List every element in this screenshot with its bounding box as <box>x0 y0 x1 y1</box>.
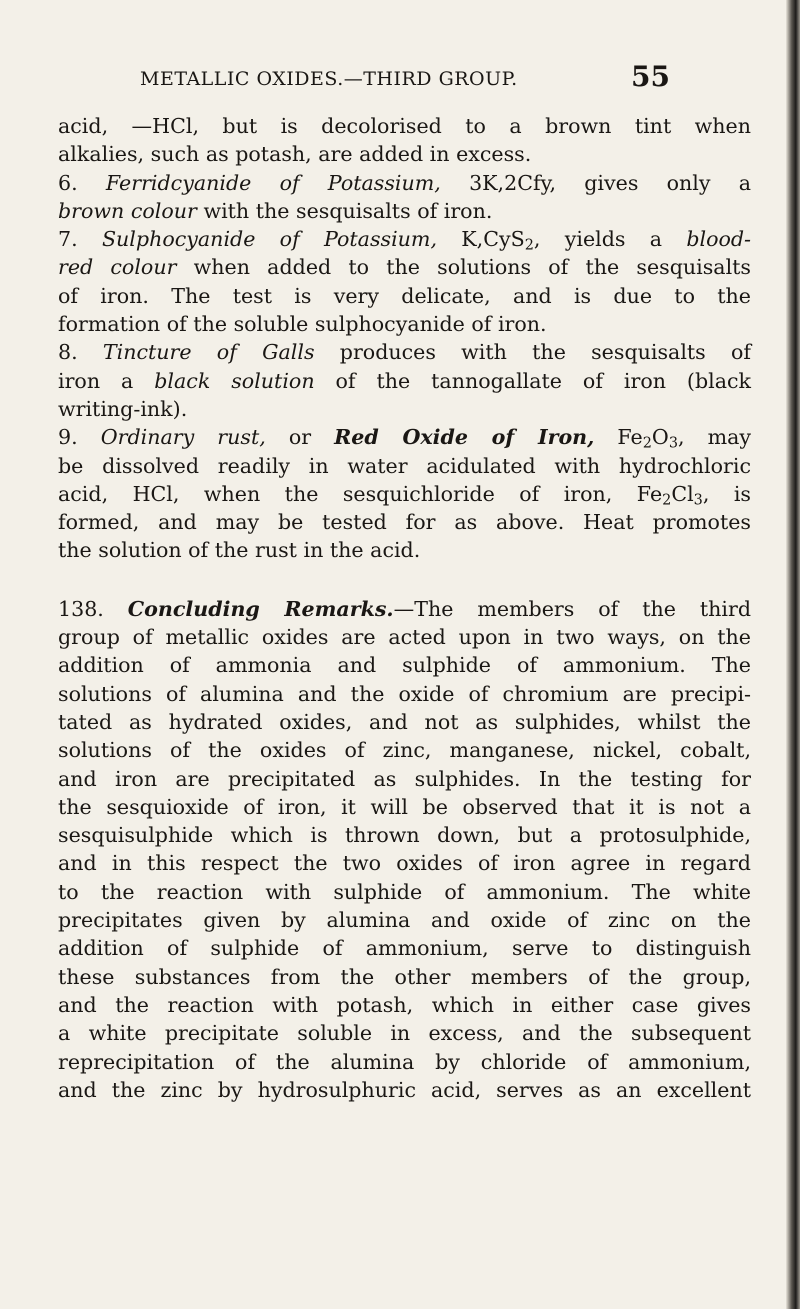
text-line: and the zinc by hydrosulphuric acid, serves as an excellent <box>58 1077 751 1102</box>
text-line: and in this respect the two oxides of iron agree in regard <box>58 851 751 876</box>
text-line <box>58 253 751 281</box>
text-line: group of metallic oxides are acted upon in two ways, on the <box>58 625 751 650</box>
text-line: formed, and may be tested for as above. Heat promotes <box>58 510 751 535</box>
text-line: formation of the soluble sulphocyanide of iron. <box>58 312 547 337</box>
reaction-result: blood- <box>686 227 752 252</box>
text-line: and iron are precipitated as sulphides. In the testing for <box>58 766 751 791</box>
text-line <box>58 338 751 366</box>
text-fragment: with the sesquisalts of iron. <box>203 198 493 223</box>
text-fragment: iron a <box>58 368 134 393</box>
reagent-name: Ferridcyanide of Potassium, <box>105 170 441 195</box>
item-number: 6. <box>58 170 78 195</box>
formula-part: K,CyS <box>461 227 525 252</box>
reagent-name: Red Oxide of Iron, <box>334 425 595 450</box>
text-line: solutions of alumina and the oxide of chromium are precipi- <box>58 681 751 706</box>
subscript: 2 <box>642 435 652 452</box>
text-line: acid, —HCl, but is decolorised to a brown tint when <box>58 114 751 138</box>
text-fragment: of the tannogallate of iron (black <box>335 368 752 393</box>
text-fragment: produces with the sesquisalts of <box>339 340 752 365</box>
text-fragment: 3K,2Cfy, gives only a <box>469 170 751 195</box>
text-line: of iron. The test is very delicate, and is due to the <box>58 283 751 308</box>
reaction-result: red colour <box>58 255 177 280</box>
item-number: 9. <box>58 425 78 450</box>
text-line <box>58 423 751 451</box>
formula-part: O <box>651 425 669 450</box>
text-line: precipitates given by alumina and oxide of zinc on the <box>58 908 751 933</box>
formula-part: , may <box>677 425 752 450</box>
text-line: writing-ink). <box>58 396 188 421</box>
text-line <box>58 169 751 197</box>
reagent-name: Sulphocyanide of Potassium, <box>101 227 438 252</box>
text-fragment: when added to the solutions of the sesquisalts <box>193 255 752 280</box>
reagent-name-bold <box>334 425 594 449</box>
formula-part: , yields a <box>533 227 663 252</box>
formula <box>461 227 663 254</box>
text-fragment: —The members of the third <box>393 596 752 621</box>
text-line <box>58 595 751 623</box>
text-line: sesquisulphide which is thrown down, but a protosulphide, <box>58 823 751 848</box>
formula-part: Cl <box>671 481 694 506</box>
running-head: METALLIC OXIDES.—THIRD GROUP. <box>140 68 518 90</box>
formula-part: , is <box>702 481 751 506</box>
text-line: reprecipitation of the alumina by chloride of ammonium, <box>58 1049 751 1074</box>
body-text <box>58 112 751 1104</box>
formula <box>617 425 752 452</box>
subscript: 3 <box>693 492 703 509</box>
reaction-result: brown colour <box>58 198 197 223</box>
text-line: and the reaction with potash, which in either case gives <box>58 992 751 1017</box>
page-header <box>140 60 670 100</box>
text-line <box>58 367 751 395</box>
subscript: 3 <box>668 435 678 452</box>
item-number: 7. <box>58 227 78 252</box>
page-binding-edge <box>786 0 800 1309</box>
text-fragment: or <box>288 425 312 450</box>
text-line: the solution of the rust in the acid. <box>58 538 421 563</box>
text-fragment: acid, HCl, when the sesquichloride of iron, Fe <box>58 481 663 506</box>
item-number: 8. <box>58 340 78 365</box>
reagent-name: Tincture of Galls <box>102 340 315 365</box>
subscript: 2 <box>524 237 534 254</box>
section-heading: Concluding Remarks. <box>127 596 394 621</box>
section-heading-bold <box>128 597 394 621</box>
reagent-name: Ordinary rust, <box>100 425 266 450</box>
text-line <box>58 197 751 225</box>
text-line <box>58 480 751 508</box>
section-number: 138. <box>58 596 104 621</box>
subscript: 2 <box>662 492 672 509</box>
formula-part: Fe <box>617 425 643 450</box>
reaction-result: black solution <box>154 368 315 393</box>
text-line: solutions of the oxides of zinc, manganese, nickel, cobalt, <box>58 738 751 763</box>
text-line: be dissolved readily in water acidulated with hydrochloric <box>58 453 751 478</box>
text-line: addition of ammonia and sulphide of ammonium. The <box>58 653 751 678</box>
page-number: 55 <box>631 60 670 93</box>
paragraph-gap <box>58 565 751 595</box>
text-line: tated as hydrated oxides, and not as sulphides, whilst the <box>58 709 751 734</box>
text-line: the sesquioxide of iron, it will be observed that it is not a <box>58 794 751 819</box>
text-line: addition of sulphide of ammonium, serve to distinguish <box>58 936 751 961</box>
text-line: alkalies, such as potash, are added in excess. <box>58 142 532 167</box>
text-line: a white precipitate soluble in excess, and the subsequent <box>58 1021 751 1046</box>
text-line: these substances from the other members of the group, <box>58 964 751 989</box>
text-line <box>58 225 751 253</box>
text-line: to the reaction with sulphide of ammonium. The white <box>58 879 751 904</box>
